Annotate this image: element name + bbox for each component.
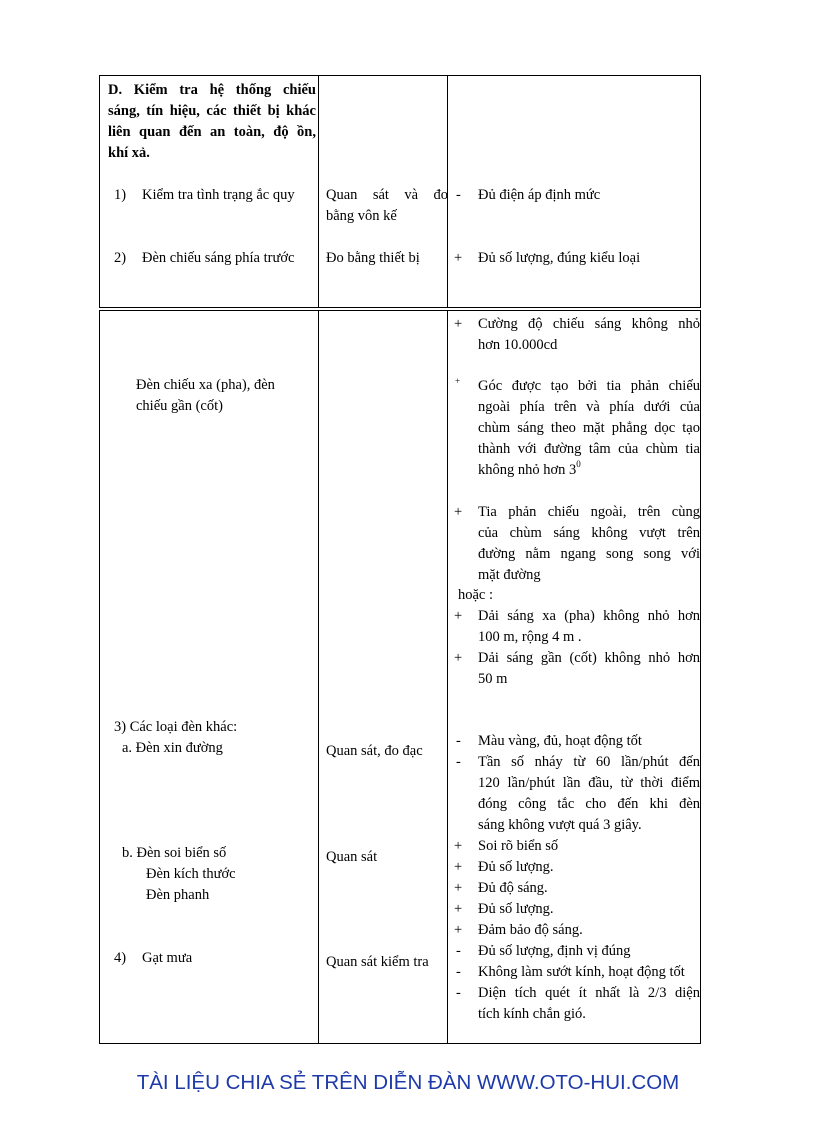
- requirement-plate-light: Soi rõ biển số: [478, 838, 559, 854]
- requirement-upper-beam: Tia phản chiếu ngoài, trên cùng của chùm sáng không vượt trên đường nằm ngang song song với mặt đường: [478, 504, 700, 583]
- requirement-marker: -: [456, 985, 461, 1001]
- requirement-marker: -: [456, 187, 461, 203]
- or-text: hoặc :: [458, 587, 494, 603]
- requirement-wiper-count: Đủ số lượng, định vị đúng: [478, 943, 631, 959]
- requirement-turn-signal-color: Màu vàng, đủ, hoạt động tốt: [478, 733, 642, 749]
- turn-signal-method: Quan sát, đo đạc: [326, 743, 423, 759]
- requirement-marker: +: [454, 838, 463, 854]
- column-divider: [318, 311, 319, 1043]
- requirement-brake-light-brightness: Đảm bảo độ sáng.: [478, 922, 583, 938]
- turn-signal-label: a. Đèn xin đường: [122, 740, 223, 756]
- headlights-label: Đèn chiếu xa (pha), đèn chiếu gần (cốt): [136, 377, 275, 414]
- requirement-marker: +: [454, 608, 463, 624]
- requirement-marker: +: [454, 650, 463, 666]
- column-divider: [318, 76, 319, 307]
- requirement-marker: +: [454, 901, 463, 917]
- requirement-marker: -: [456, 964, 461, 980]
- requirement-front-lights: Đủ số lượng, đúng kiểu loại: [478, 250, 641, 266]
- requirement-marker: +: [454, 880, 463, 896]
- requirement-marker: +: [454, 859, 463, 875]
- requirement-wiper-area: Diện tích quét ít nhất là 2/3 diện tích kính chắn gió.: [478, 985, 700, 1022]
- requirement-low-beam-range: Dải sáng gần (cốt) không nhỏ hơn 50 m: [478, 650, 700, 687]
- requirement-wiper-no-scratch: Không làm sướt kính, hoạt động tốt: [478, 964, 685, 980]
- requirement-beam-angle: Góc được tạo bởi tia phản chiếu ngoài phía trên và phía dưới của chùm sáng theo mặt phẳng dọc tạo thành với đường tâm của chùm tia không nhỏ hơn $3^0$: [478, 378, 700, 478]
- item-front-lights: 2) Đèn chiếu sáng phía trước: [114, 250, 295, 266]
- requirement-luminous-intensity: Cường độ chiếu sáng không nhỏ hơn 10.000cd: [478, 316, 700, 353]
- requirement-brake-light-count: Đủ số lượng.: [478, 901, 554, 917]
- superscript-degree: 0: [576, 459, 581, 470]
- plate-size-brake-lights-label: b. Đèn soi biển số Đèn kích thước Đèn phanh: [122, 845, 236, 903]
- requirement-battery: Đủ điện áp định mức: [478, 187, 601, 203]
- requirement-marker: +: [454, 504, 463, 520]
- requirement-high-beam-range: Dải sáng xa (pha) không nhỏ hơn 100 m, rộng 4 m .: [478, 608, 700, 645]
- section-heading: D. Kiểm tra hệ thống chiếu sáng, tín hiệu, các thiết bị khác liên quan đến an toàn, độ ồn, khí xả.: [108, 82, 316, 161]
- method-battery: Quan sát và đo bằng vôn kế: [326, 187, 448, 224]
- item-wiper: 4) Gạt mưa: [114, 950, 193, 966]
- requirement-marker: -: [456, 733, 461, 749]
- requirement-marker: +: [454, 922, 463, 938]
- plate-lights-method: Quan sát: [326, 849, 378, 865]
- other-lights-title: 3) Các loại đèn khác:: [114, 719, 238, 735]
- requirement-marker: +: [455, 376, 461, 386]
- item-battery: 1) Kiểm tra tình trạng ắc quy: [114, 187, 295, 203]
- requirement-turn-signal-frequency: Tần số nháy từ 60 lần/phút đến 120 lần/phút lần đầu, từ thời điểm đóng công tắc cho đến khi đèn sáng không vượt quá 3 giây.: [478, 754, 700, 833]
- column-divider: [447, 311, 448, 1043]
- requirement-size-light-brightness: Đủ độ sáng.: [478, 880, 548, 896]
- wiper-method: Quan sát kiểm tra: [326, 954, 429, 970]
- footer-banner: TÀI LIỆU CHIA SẺ TRÊN DIỄN ĐÀN WWW.OTO-HUI.COM: [136, 1071, 680, 1094]
- requirement-marker: +: [454, 316, 463, 332]
- requirement-size-light-count: Đủ số lượng.: [478, 859, 554, 875]
- requirement-marker: +: [454, 250, 463, 266]
- requirement-marker: -: [456, 943, 461, 959]
- table-section-d: [99, 75, 701, 308]
- table-lights-detail: [99, 310, 701, 1044]
- requirement-marker: -: [456, 754, 461, 770]
- method-front-lights: Đo bằng thiết bị: [326, 250, 420, 266]
